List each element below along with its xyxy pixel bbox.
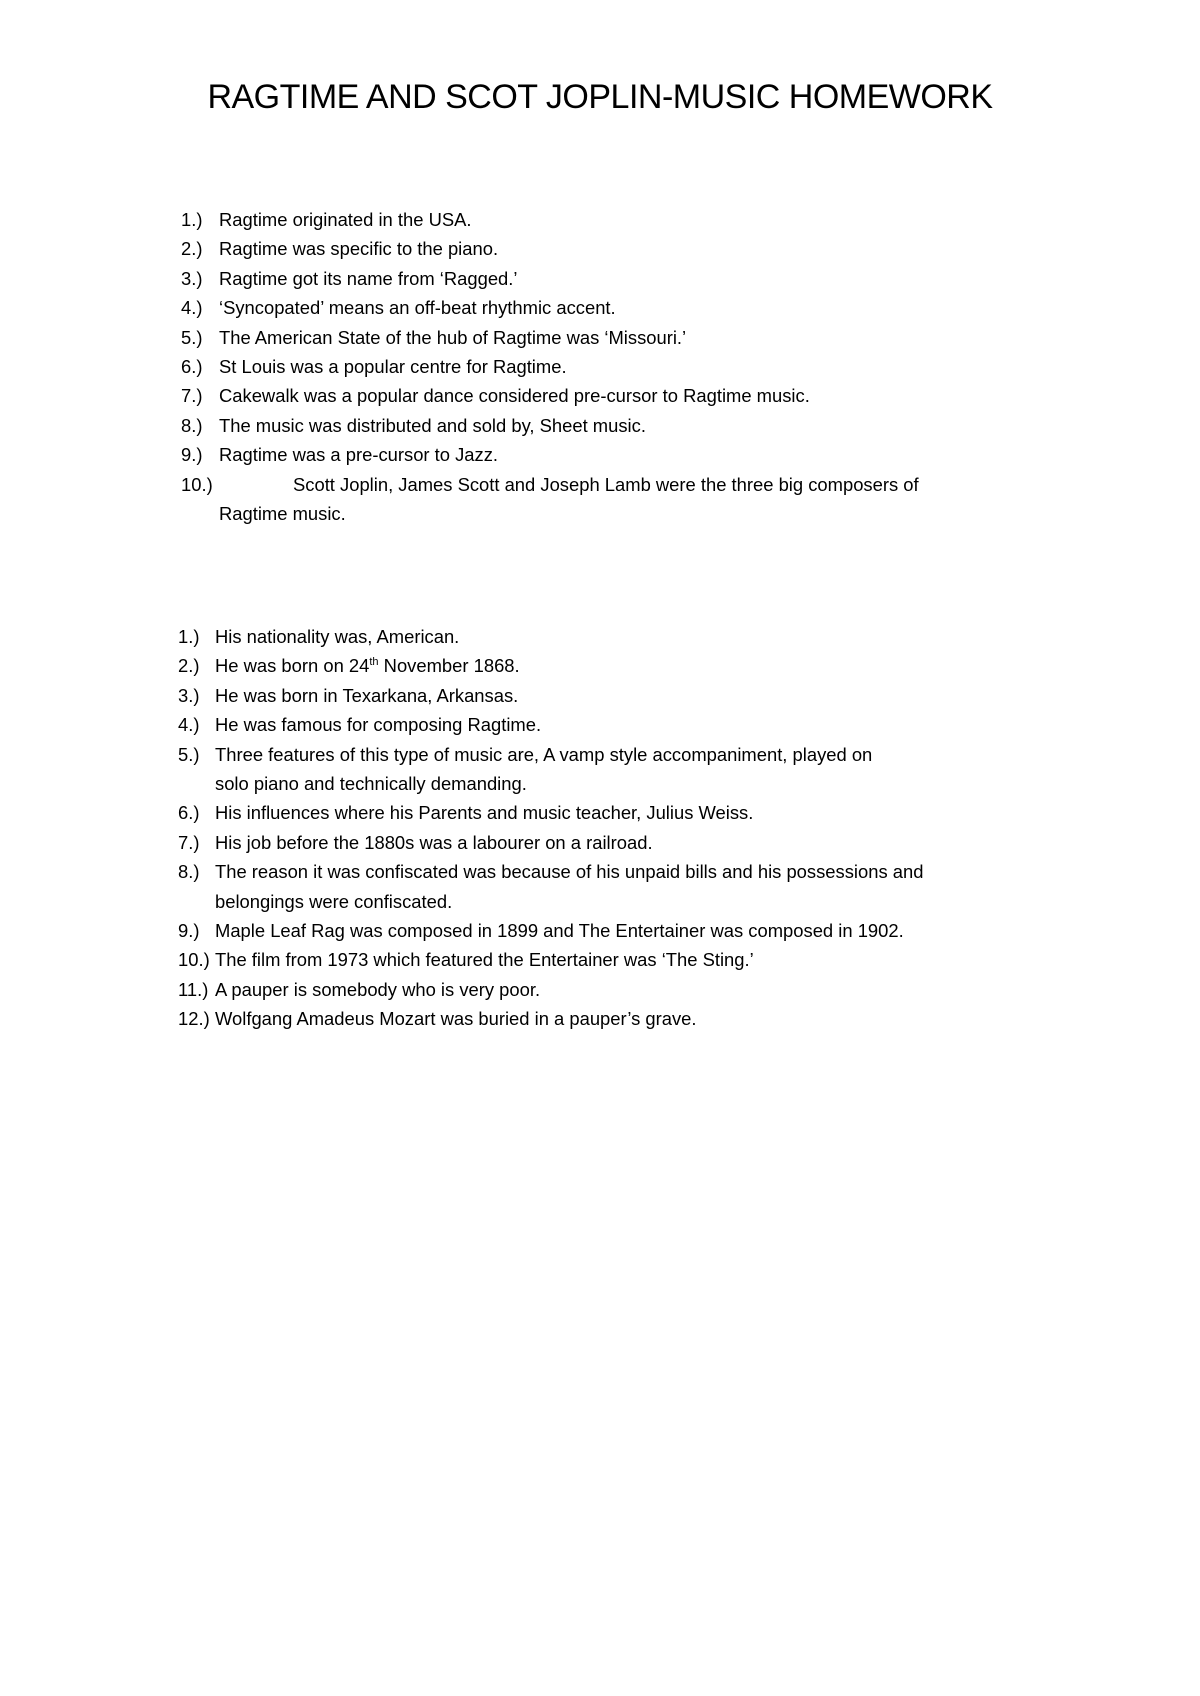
ordinal-suffix: th [369, 656, 379, 669]
item-number: 8.) [178, 861, 200, 883]
item-number: 3.) [178, 684, 200, 706]
item-text: His influences where his Parents and music teacher, Julius Weiss. [215, 802, 754, 824]
item-number: 10.) [178, 949, 210, 971]
item-number: 7.) [178, 831, 200, 853]
list-item [181, 352, 1061, 381]
item-number: 6.) [178, 802, 200, 824]
item-text: Maple Leaf Rag was composed in 1899 and The Entertainer was composed in 1902. [215, 920, 904, 942]
item-number: 4.) [181, 297, 203, 319]
list-item [181, 470, 1061, 529]
item-text: A pauper is somebody who is very poor. [215, 978, 541, 1000]
item-text [219, 470, 1061, 499]
item-number: 1.) [181, 209, 203, 230]
list-item [181, 323, 1061, 352]
document-title: RAGTIME AND SCOT JOPLIN-MUSIC HOMEWORK [207, 78, 993, 116]
list-item [178, 975, 1078, 1004]
item-number: 12.) [178, 1008, 210, 1030]
item-text: Ragtime got its name from ‘Ragged.’ [219, 267, 518, 289]
item-text: The reason it was confiscated was because of his unpaid bills and his possessions and [215, 861, 924, 883]
item-number: 2.) [181, 238, 203, 260]
list-item [178, 828, 1078, 857]
item-text: Ragtime was a pre-cursor to Jazz. [219, 444, 499, 466]
list-item [181, 264, 1061, 293]
item-text: Ragtime originated in the USA. [219, 209, 472, 230]
item-number: 10.) [181, 473, 213, 495]
item-text-line: Scott Joplin, James Scott and Joseph Lamb were the three big composers of [293, 473, 919, 495]
item-text: The film from 1973 which featured the Entertainer was ‘The Sting.’ [215, 949, 754, 971]
list-item [178, 798, 1078, 827]
item-text: The American State of the hub of Ragtime was ‘Missouri.’ [219, 326, 687, 348]
list-item [181, 205, 1061, 234]
item-text-part: November 1868. [378, 655, 520, 677]
item-text: Wolfgang Amadeus Mozart was buried in a pauper’s grave. [215, 1008, 697, 1030]
ragtime-answer-list [181, 205, 1061, 528]
item-text [215, 651, 1078, 680]
item-text: Cakewalk was a popular dance considered pre-cursor to Ragtime music. [219, 385, 810, 407]
item-number: 6.) [181, 356, 203, 378]
joplin-answer-list [178, 622, 1078, 1034]
item-number: 5.) [181, 326, 203, 348]
item-text-continuation: solo piano and technically demanding. [215, 773, 527, 795]
item-number: 11.) [178, 978, 209, 1000]
list-item [181, 234, 1061, 263]
item-text: The music was distributed and sold by, Sheet music. [219, 414, 646, 436]
list-item [181, 293, 1061, 322]
item-text: He was famous for composing Ragtime. [215, 714, 542, 736]
list-item [181, 411, 1061, 440]
item-number: 5.) [178, 743, 200, 765]
item-text-part: He was born on 24 [215, 655, 370, 677]
item-number: 7.) [181, 385, 203, 407]
list-item [178, 1004, 1078, 1033]
list-item [178, 740, 1078, 799]
list-item [178, 651, 1078, 680]
item-number: 2.) [178, 655, 200, 677]
list-item [178, 857, 1078, 916]
item-text-continuation: Ragtime music. [219, 503, 346, 525]
item-number: 3.) [181, 267, 203, 289]
item-number: 4.) [178, 714, 200, 736]
item-number: 8.) [181, 414, 203, 436]
item-number: 9.) [178, 920, 200, 942]
item-text: His job before the 1880s was a labourer on a railroad. [215, 831, 653, 853]
item-text: St Louis was a popular centre for Ragtime. [219, 356, 567, 378]
item-text: His nationality was, American. [215, 626, 460, 647]
list-item [178, 916, 1078, 945]
list-item [181, 381, 1061, 410]
item-number: 1.) [178, 626, 200, 647]
item-text: ‘Syncopated’ means an off-beat rhythmic accent. [219, 297, 616, 319]
list-item [178, 622, 1078, 651]
item-text: Three features of this type of music are, A vamp style accompaniment, played on [215, 743, 873, 765]
item-text-continuation: belongings were confiscated. [215, 890, 453, 912]
list-item [181, 440, 1061, 469]
item-text: Ragtime was specific to the piano. [219, 238, 499, 260]
list-item [178, 681, 1078, 710]
item-text: He was born in Texarkana, Arkansas. [215, 684, 519, 706]
item-number: 9.) [181, 444, 203, 466]
list-item [178, 710, 1078, 739]
list-item [178, 945, 1078, 974]
